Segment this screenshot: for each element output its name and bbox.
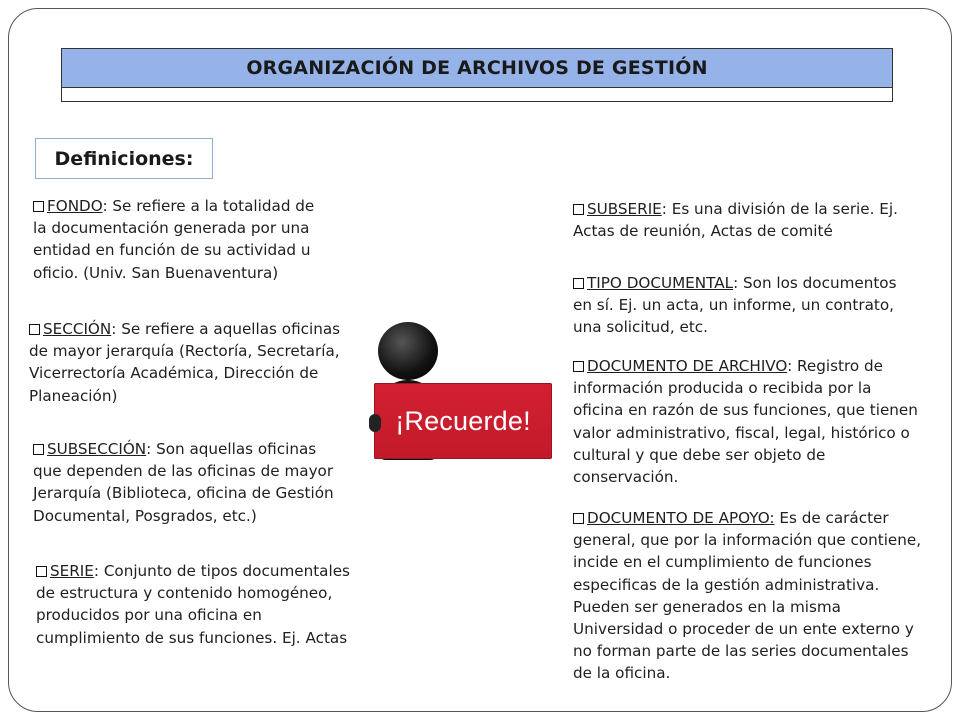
definition-line: Universidad o proceder de un ente externo y	[573, 620, 914, 639]
definition-text: : Es una división de la serie. Ej.	[661, 200, 898, 218]
definition-line: especificas de la gestión administrativa.	[573, 575, 880, 594]
figure-head	[378, 322, 438, 380]
title-bar	[61, 48, 893, 102]
definition-line: Vicerrectoría Académica, Dirección de	[29, 364, 319, 383]
definition-term: SUBSECCIÓN	[47, 440, 147, 458]
definition-term: SERIE	[50, 562, 94, 580]
definition-line: Documental, Posgrados, etc.)	[33, 506, 257, 525]
reminder-sign	[374, 383, 552, 459]
definition-line: Jerarquía (Biblioteca, oficina de Gestión	[33, 484, 334, 503]
definition-term: SECCIÓN	[43, 320, 112, 338]
definition-term: TIPO DOCUMENTAL	[587, 274, 734, 292]
person-holding-sign-icon	[366, 318, 556, 468]
definition-documento-de-archivo	[573, 355, 948, 488]
definitions-box	[35, 138, 213, 179]
definition-line: Pueden ser generados en la misma	[573, 597, 841, 616]
title-band	[62, 49, 892, 88]
definition-line: en sí. Ej. un acta, un informe, un contrato,	[573, 296, 894, 315]
definition-line: conservación.	[573, 468, 679, 487]
checkbox-bullet-icon	[573, 278, 584, 289]
definition-line: que dependen de las oficinas de mayor	[33, 462, 334, 481]
definition-subserie	[573, 198, 943, 242]
definition-tipo-documental	[573, 272, 943, 339]
definition-term: DOCUMENTO DE ARCHIVO	[587, 357, 788, 375]
definition-line: valor administrativo, fiscal, legal, histórico o	[573, 423, 910, 442]
definition-term: FONDO	[47, 197, 103, 215]
definition-fondo	[33, 195, 343, 284]
definition-serie	[36, 560, 381, 649]
definition-line: producidos por una oficina en	[36, 606, 262, 625]
checkbox-bullet-icon	[36, 566, 47, 577]
definition-line: no forman parte de las series documentales	[573, 642, 909, 661]
definition-line: una solicitud, etc.	[573, 318, 708, 337]
definition-seccion	[29, 318, 369, 407]
definition-text: : Registro de	[787, 357, 884, 375]
definition-line: de estructura y contenido homogéneo,	[36, 584, 333, 603]
checkbox-bullet-icon	[573, 204, 584, 215]
definition-text: : Conjunto de tipos documentales	[93, 562, 350, 580]
definition-line: entidad en función de su actividad u	[33, 241, 311, 260]
definition-line: incide en el cumplimiento de funciones	[573, 553, 872, 572]
figure-hand	[369, 414, 381, 432]
definition-line: Actas de reunión, Actas de comité	[573, 222, 833, 241]
checkbox-bullet-icon	[33, 444, 44, 455]
definition-text: Es de carácter	[774, 509, 889, 527]
definition-text: : Se refiere a la totalidad de	[102, 197, 315, 215]
definition-term: SUBSERIE	[587, 200, 662, 218]
definitions-label: Definiciones:	[54, 147, 194, 170]
checkbox-bullet-icon	[33, 201, 44, 212]
definition-documento-de-apoyo	[573, 507, 948, 685]
checkbox-bullet-icon	[573, 361, 584, 372]
checkbox-bullet-icon	[29, 324, 40, 335]
definition-text: : Se refiere a aquellas oficinas	[111, 320, 341, 338]
definition-line: general, que por la información que contiene,	[573, 531, 922, 550]
definition-line: de mayor jerarquía (Rectoría, Secretaría,	[29, 342, 340, 361]
definition-line: información producida o recibida por la	[573, 379, 872, 398]
definition-text: : Son aquellas oficinas	[146, 440, 317, 458]
definition-text: : Son los documentos	[733, 274, 897, 292]
definition-line: cultural y que debe ser objeto de	[573, 445, 826, 464]
definition-line: la documentación generada por una	[33, 219, 310, 238]
page-title: ORGANIZACIÓN DE ARCHIVOS DE GESTIÓN	[246, 57, 708, 79]
definition-term: DOCUMENTO DE APOYO:	[587, 509, 775, 527]
definition-line: cumplimiento de sus funciones. Ej. Actas	[36, 628, 348, 647]
definition-line: de la oficina.	[573, 664, 671, 683]
reminder-sign-text: ¡Recuerde!	[395, 405, 531, 436]
checkbox-bullet-icon	[573, 513, 584, 524]
definition-line: oficio. (Univ. San Buenaventura)	[33, 263, 279, 282]
definition-line: oficina en razón de sus funciones, que tienen	[573, 401, 918, 420]
definition-line: Planeación)	[29, 386, 118, 405]
definition-subseccion	[33, 438, 363, 527]
